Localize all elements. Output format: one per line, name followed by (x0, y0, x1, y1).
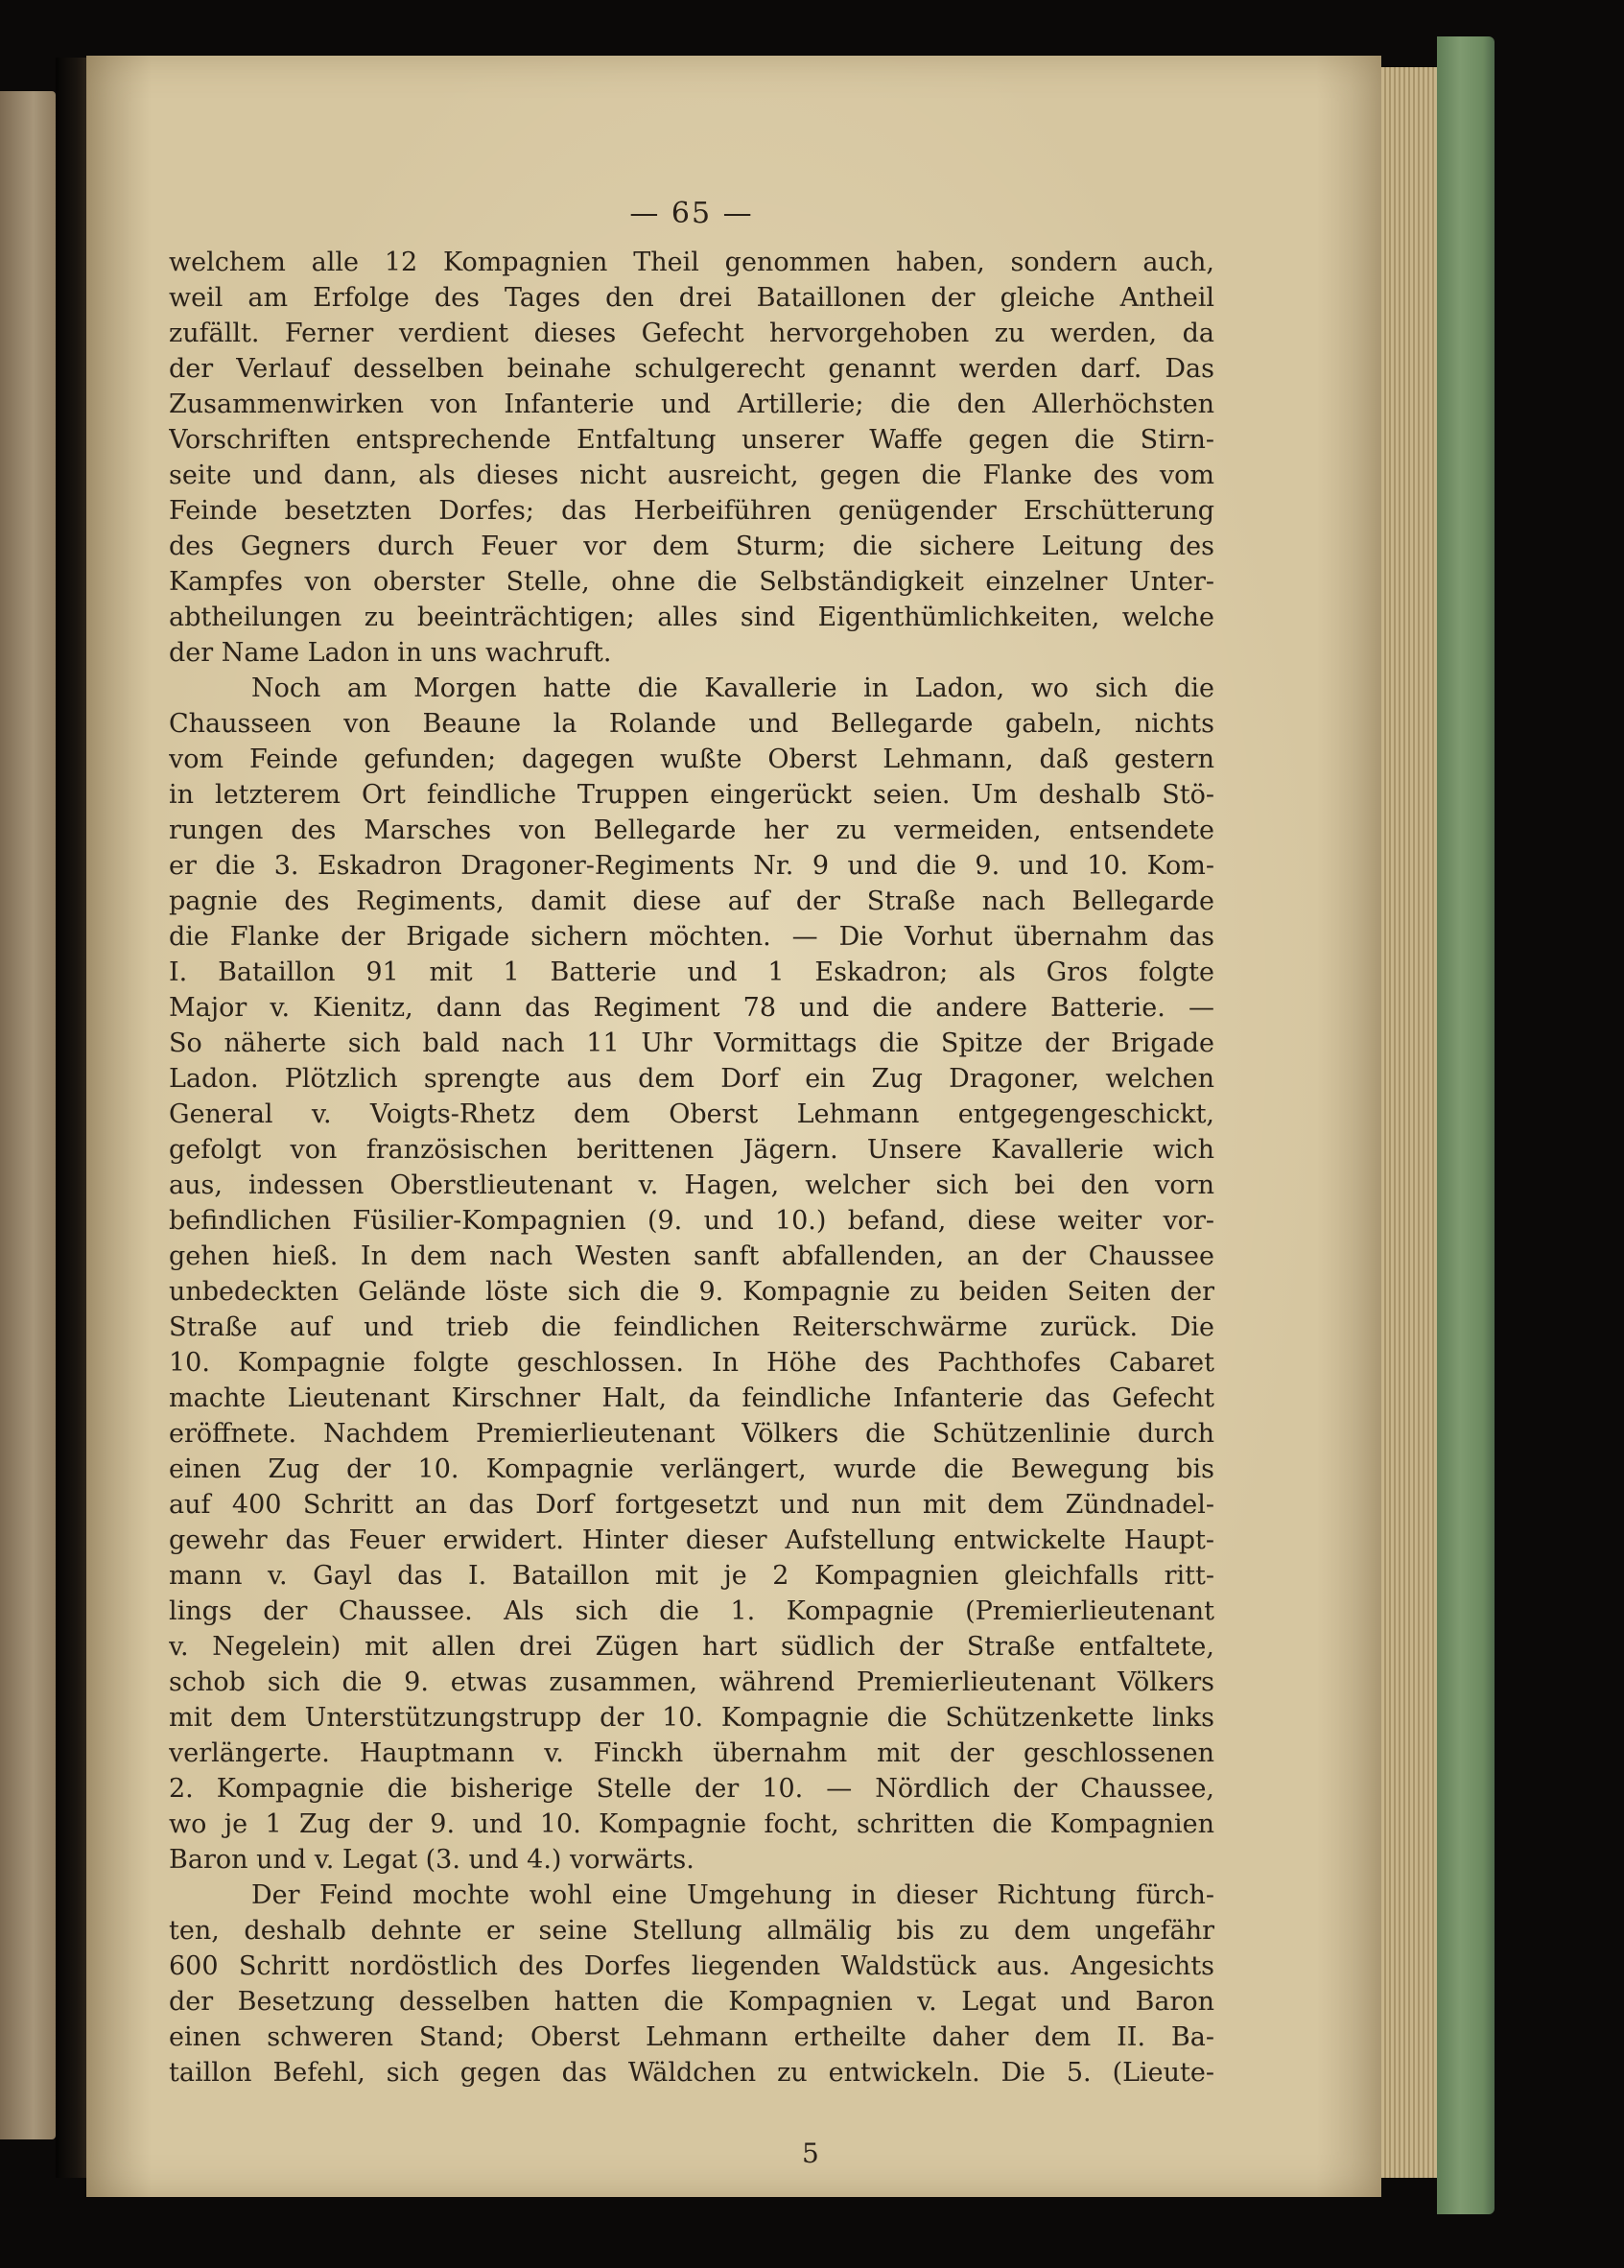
text-line: Noch am Morgen hatte die Kavallerie in Ladon, wo sich die (251, 673, 1214, 703)
text-line: einen Zug der 10. Kompagnie verlängert, wurde die Bewegung bis (169, 1454, 1214, 1484)
text-line: machte Lieutenant Kirschner Halt, da feindliche Infanterie das Gefecht (169, 1383, 1214, 1413)
text-line: die Flanke der Brigade sichern möchten. — Die Vorhut übernahm das (169, 922, 1214, 952)
text-line: Feinde besetzten Dorfes; das Herbeiführen genügender Erschütterung (169, 496, 1214, 526)
text-line: Zusammenwirken von Infanterie und Artillerie; die den Allerhöchsten (169, 390, 1214, 419)
text-line: gefolgt von französischen berittenen Jägern. Unsere Kavallerie wich (169, 1135, 1214, 1165)
book-gutter (56, 58, 86, 2178)
text-line: in letzterem Ort feindliche Truppen eingerückt seien. Um deshalb Stö- (169, 780, 1214, 810)
text-line: Major v. Kienitz, dann das Regiment 78 und die andere Batterie. — (169, 993, 1214, 1023)
text-line: Ladon. Plötzlich sprengte aus dem Dorf ein Zug Dragoner, welchen (169, 1064, 1214, 1094)
text-line: General v. Voigts-Rhetz dem Oberst Lehmann entgegengeschickt, (169, 1099, 1214, 1129)
text-line: eröffnete. Nachdem Premierlieutenant Völkers die Schützenlinie durch (169, 1419, 1214, 1449)
text-line: So näherte sich bald nach 11 Uhr Vormittags die Spitze der Brigade (169, 1028, 1214, 1058)
text-line: befindlichen Füsilier-Kompagnien (9. und 10.) befand, diese weiter vor- (169, 1206, 1214, 1236)
text-line: einen schweren Stand; Oberst Lehmann ertheilte daher dem II. Ba- (169, 2022, 1214, 2052)
page-block-edges (1381, 67, 1437, 2178)
text-line: unbedeckten Gelände löste sich die 9. Kompagnie zu beiden Seiten der (169, 1277, 1214, 1307)
text-line: Straße auf und trieb die feindlichen Reiterschwärme zurück. Die (169, 1312, 1214, 1342)
text-line: zufällt. Ferner verdient dieses Gefecht hervorgehoben zu werden, da (169, 319, 1214, 348)
text-line: gewehr das Feuer erwidert. Hinter dieser Aufstellung entwickelte Haupt- (169, 1525, 1214, 1555)
text-line: Chausseen von Beaune la Rolande und Bellegarde gabeln, nichts (169, 709, 1214, 739)
page-number-header: — 65 — (629, 197, 754, 230)
text-line: des Gegners durch Feuer vor dem Sturm; die sichere Leitung des (169, 532, 1214, 561)
text-line: v. Negelein) mit allen drei Zügen hart südlich der Straße entfaltete, (169, 1632, 1214, 1662)
signature-mark: 5 (802, 2138, 819, 2169)
text-line: er die 3. Eskadron Dragoner-Regiments Nr. 9 und die 9. und 10. Kom- (169, 851, 1214, 881)
text-line: der Name Ladon in uns wachruft. (169, 638, 612, 668)
text-line: aus, indessen Oberstlieutenant v. Hagen, welcher sich bei den vorn (169, 1170, 1214, 1200)
text-line: seite und dann, als dieses nicht ausreicht, gegen die Flanke des vom (169, 461, 1214, 490)
text-line: I. Bataillon 91 mit 1 Batterie und 1 Eskadron; als Gros folgte (169, 957, 1214, 987)
text-line: mit dem Unterstützungstrupp der 10. Kompagnie die Schützenkette links (169, 1703, 1214, 1733)
text-line: 600 Schritt nordöstlich des Dorfes liegenden Waldstück aus. Angesichts (169, 1951, 1214, 1981)
text-line: der Verlauf desselben beinahe schulgerecht genannt werden darf. Das (169, 354, 1214, 384)
text-line: Vorschriften entsprechende Entfaltung unserer Waffe gegen die Stirn- (169, 425, 1214, 455)
text-line: ten, deshalb dehnte er seine Stellung allmälig bis zu dem ungefähr (169, 1916, 1214, 1946)
text-line: schob sich die 9. etwas zusammen, während Premierlieutenant Völkers (169, 1667, 1214, 1697)
text-line: lings der Chaussee. Als sich die 1. Kompagnie (Premierlieutenant (169, 1596, 1214, 1626)
text-line: 2. Kompagnie die bisherige Stelle der 10. — Nördlich der Chaussee, (169, 1774, 1214, 1804)
text-line: taillon Befehl, sich gegen das Wäldchen zu entwickeln. Die 5. (Lieute- (169, 2058, 1214, 2088)
text-line: abtheilungen zu beeinträchtigen; alles sind Eigenthümlichkeiten, welche (169, 602, 1214, 632)
text-line: vom Feinde gefunden; dagegen wußte Oberst Lehmann, daß gestern (169, 744, 1214, 774)
text-line: rungen des Marsches von Bellegarde her zu vermeiden, entsendete (169, 815, 1214, 845)
text-line: auf 400 Schritt an das Dorf fortgesetzt und nun mit dem Zündnadel- (169, 1490, 1214, 1520)
text-line: gehen hieß. In dem nach Westen sanft abfallenden, an der Chaussee (169, 1241, 1214, 1271)
text-line: der Besetzung desselben hatten die Kompagnien v. Legat und Baron (169, 1987, 1214, 2017)
text-line: Kampfes von oberster Stelle, ohne die Selbständigkeit einzelner Unter- (169, 567, 1214, 597)
text-line: pagnie des Regiments, damit diese auf der Straße nach Bellegarde (169, 886, 1214, 916)
text-line: 10. Kompagnie folgte geschlossen. In Höhe des Pachthofes Cabaret (169, 1348, 1214, 1378)
facing-page-edge (0, 91, 56, 2139)
text-line: Der Feind mochte wohl eine Umgehung in dieser Richtung fürch- (251, 1880, 1214, 1910)
text-line: mann v. Gayl das I. Bataillon mit je 2 Kompagnien gleichfalls ritt- (169, 1561, 1214, 1591)
background (1495, 36, 1624, 2214)
text-line: wo je 1 Zug der 9. und 10. Kompagnie focht, schritten die Kompagnien (169, 1809, 1214, 1839)
text-line: weil am Erfolge des Tages den drei Bataillonen der gleiche Antheil (169, 283, 1214, 313)
text-line: verlängerte. Hauptmann v. Finckh übernahm mit der geschlossenen (169, 1738, 1214, 1768)
text-line: welchem alle 12 Kompagnien Theil genommen haben, sondern auch, (169, 248, 1214, 277)
green-cover-board (1437, 36, 1495, 2214)
text-line: Baron und v. Legat (3. und 4.) vorwärts. (169, 1845, 694, 1875)
